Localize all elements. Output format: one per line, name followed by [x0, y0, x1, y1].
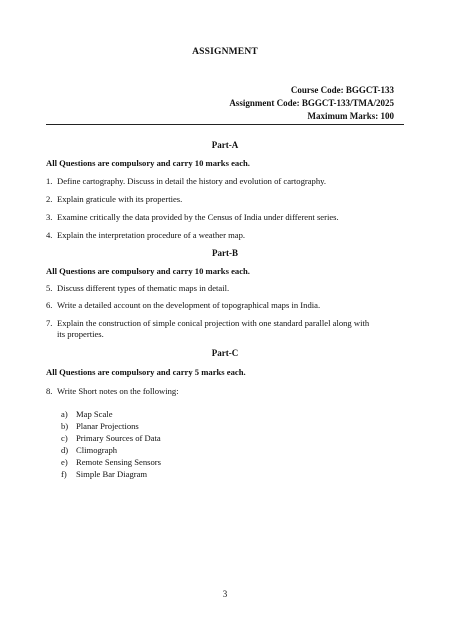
question-text-continued: its properties. — [57, 329, 104, 339]
page-number: 3 — [222, 589, 228, 599]
question-number: 7. — [46, 318, 53, 328]
question-text: Explain the interpretation procedure of a weather map. — [57, 230, 246, 240]
list-item-letter: c) — [61, 433, 68, 443]
list-item-letter: f) — [61, 469, 67, 479]
list-item-text: Primary Sources of Data — [76, 433, 161, 443]
list-item-text: Planar Projections — [76, 421, 139, 431]
question-item — [46, 283, 396, 294]
list-item-letter: a) — [61, 409, 68, 419]
list-item — [61, 409, 113, 421]
question-number: 2. — [46, 194, 53, 204]
list-item — [61, 421, 139, 433]
course-code: Course Code: BGGCT-133 — [290, 85, 394, 95]
question-item — [46, 176, 396, 187]
question-number: 6. — [46, 300, 53, 310]
question-number: 4. — [46, 230, 53, 240]
question-item — [46, 194, 396, 205]
list-item-text: Remote Sensing Sensors — [76, 457, 161, 467]
header-divider — [46, 124, 404, 125]
list-item — [61, 469, 147, 481]
question-text: Define cartography. Discuss in detail the history and evolution of cartography. — [57, 176, 327, 186]
assignment-code: Assignment Code: BGGCT-133/TMA/2025 — [229, 98, 394, 108]
part-b-instruction: All Questions are compulsory and carry 10 marks each. — [46, 266, 250, 276]
list-item — [61, 457, 161, 469]
question-text: Write a detailed account on the development of topographical maps in India. — [57, 300, 321, 310]
question-number: 5. — [46, 283, 53, 293]
page-title: ASSIGNMENT — [192, 47, 258, 57]
question-text: Explain the construction of simple conical projection with one standard parallel along with — [57, 318, 370, 328]
question-number: 8. — [46, 386, 53, 396]
list-item-text: Climograph — [76, 445, 118, 455]
question-item — [46, 230, 396, 241]
question-text: Examine critically the data provided by the Census of India under different series. — [57, 212, 339, 222]
part-c-heading: Part-C — [211, 348, 239, 358]
question-number: 3. — [46, 212, 53, 222]
question-text: Write Short notes on the following: — [57, 386, 179, 396]
list-item-letter: d) — [61, 445, 69, 455]
question-text: Discuss different types of thematic maps in detail. — [57, 283, 230, 293]
list-item-text: Map Scale — [76, 409, 113, 419]
question-item — [46, 212, 396, 223]
list-item-letter: b) — [61, 421, 69, 431]
list-item — [61, 433, 161, 445]
list-item-text: Simple Bar Diagram — [76, 469, 148, 479]
part-a-heading: Part-A — [211, 140, 239, 150]
maximum-marks: Maximum Marks: 100 — [307, 111, 394, 121]
question-text: Explain graticule with its properties. — [57, 194, 183, 204]
part-a-instruction: All Questions are compulsory and carry 10 marks each. — [46, 158, 250, 168]
list-item — [61, 445, 117, 457]
question-item — [46, 300, 396, 311]
question-item — [46, 318, 396, 340]
part-c-instruction: All Questions are compulsory and carry 5 marks each. — [46, 367, 246, 377]
list-item-letter: e) — [61, 457, 68, 467]
question-number: 1. — [46, 176, 53, 186]
question-item — [46, 386, 396, 397]
part-b-heading: Part-B — [212, 248, 238, 258]
